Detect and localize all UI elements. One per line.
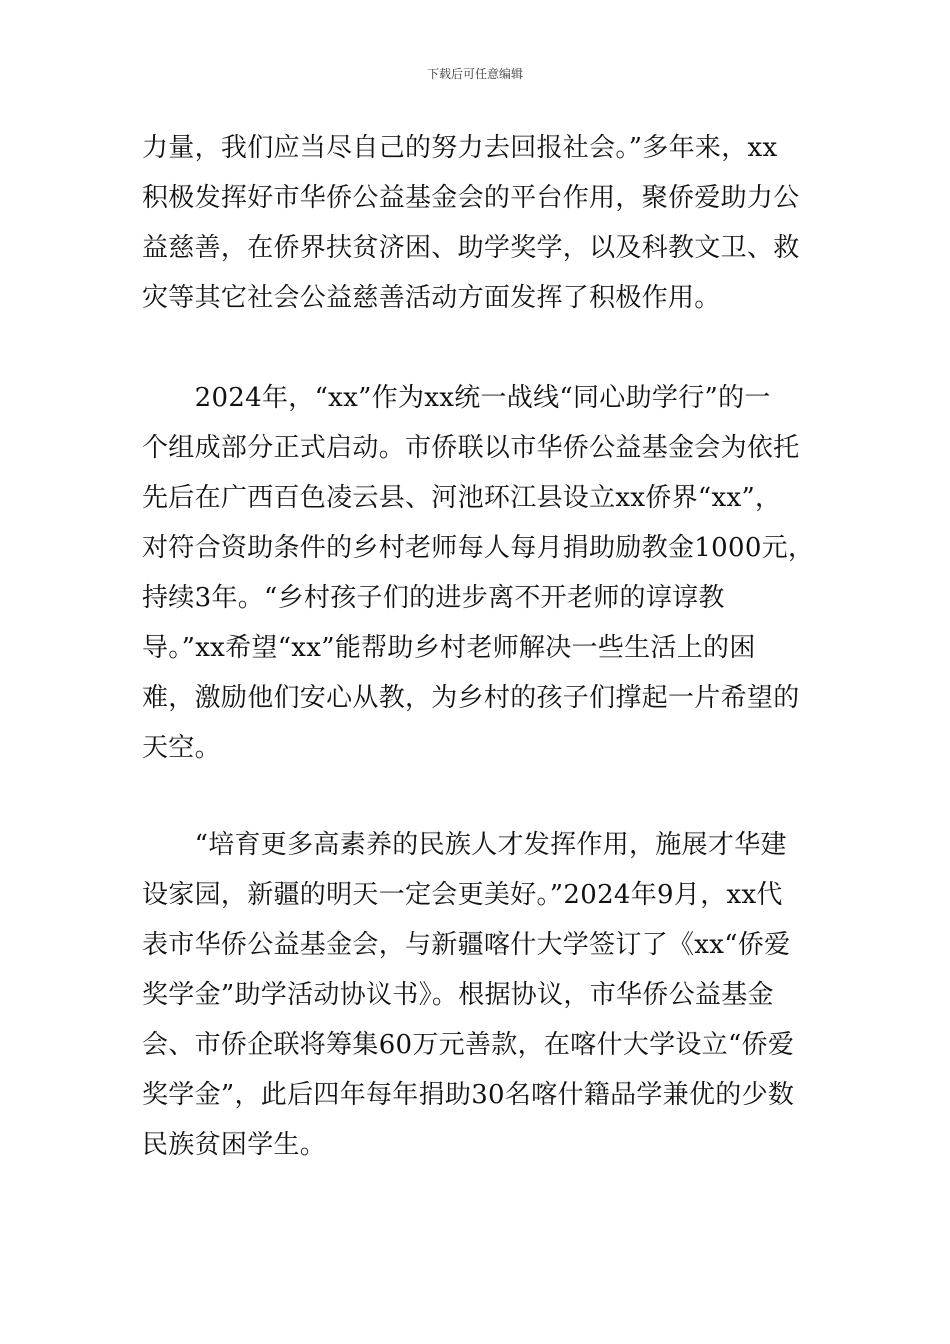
paragraph-line: 力量，我们应当尽自己的努力去回报社会。”多年来，xx bbox=[142, 133, 778, 163]
paragraph-line: 导。”xx希望“xx”能帮助乡村老师解决一些生活上的困 bbox=[142, 633, 756, 663]
paragraph-line: 个组成部分正式启动。市侨联以市华侨公益基金会为依托 bbox=[142, 433, 800, 463]
paragraph-line: 会、市侨企联将筹集60万元善款，在喀什大学设立“侨爱 bbox=[142, 1030, 795, 1060]
paragraph-line: 灾等其它社会公益慈善活动方面发挥了积极作用。 bbox=[142, 283, 721, 313]
page-header-note: 下载后可任意编辑 bbox=[426, 67, 523, 81]
paragraph-line: 天空。 bbox=[142, 733, 221, 763]
paragraph-line: 奖学金”，此后四年每年捐助30名喀什籍品学兼优的少数 bbox=[142, 1080, 795, 1110]
paragraph-1 bbox=[142, 123, 814, 323]
paragraph-2 bbox=[142, 373, 814, 773]
paragraph-line: 持续3年。“乡村孩子们的进步离不开老师的谆谆教 bbox=[142, 583, 725, 613]
paragraph-line: 民族贫困学生。 bbox=[142, 1130, 327, 1160]
paragraph-3 bbox=[142, 820, 814, 1170]
paragraph-line: 设家园，新疆的明天一定会更美好。”2024年9月，xx代 bbox=[142, 880, 783, 910]
paragraph-line: 益慈善，在侨界扶贫济困、助学奖学，以及科教文卫、救 bbox=[142, 233, 800, 263]
paragraph-line: 奖学金”助学活动协议书》。根据协议，市华侨公益基金 bbox=[142, 980, 774, 1010]
paragraph-line: 2024年，“xx”作为xx统一战线“同心助学行”的一 bbox=[142, 383, 771, 413]
paragraph-line: “培育更多高素养的民族人才发挥作用，施展才华建 bbox=[142, 830, 787, 860]
paragraph-line: 先后在广西百色凌云县、河池环江县设立xx侨界“xx”， bbox=[142, 483, 782, 513]
paragraph-line: 积极发挥好市华侨公益基金会的平台作用，聚侨爱助力公 bbox=[142, 183, 800, 213]
paragraph-line: 表市华侨公益基金会，与新疆喀什大学签订了《xx“侨爱 bbox=[142, 930, 791, 960]
paragraph-line: 难，激励他们安心从教，为乡村的孩子们撑起一片希望的 bbox=[142, 683, 800, 713]
paragraph-line: 对符合资助条件的乡村老师每人每月捐助励教金1000元， bbox=[142, 533, 815, 563]
